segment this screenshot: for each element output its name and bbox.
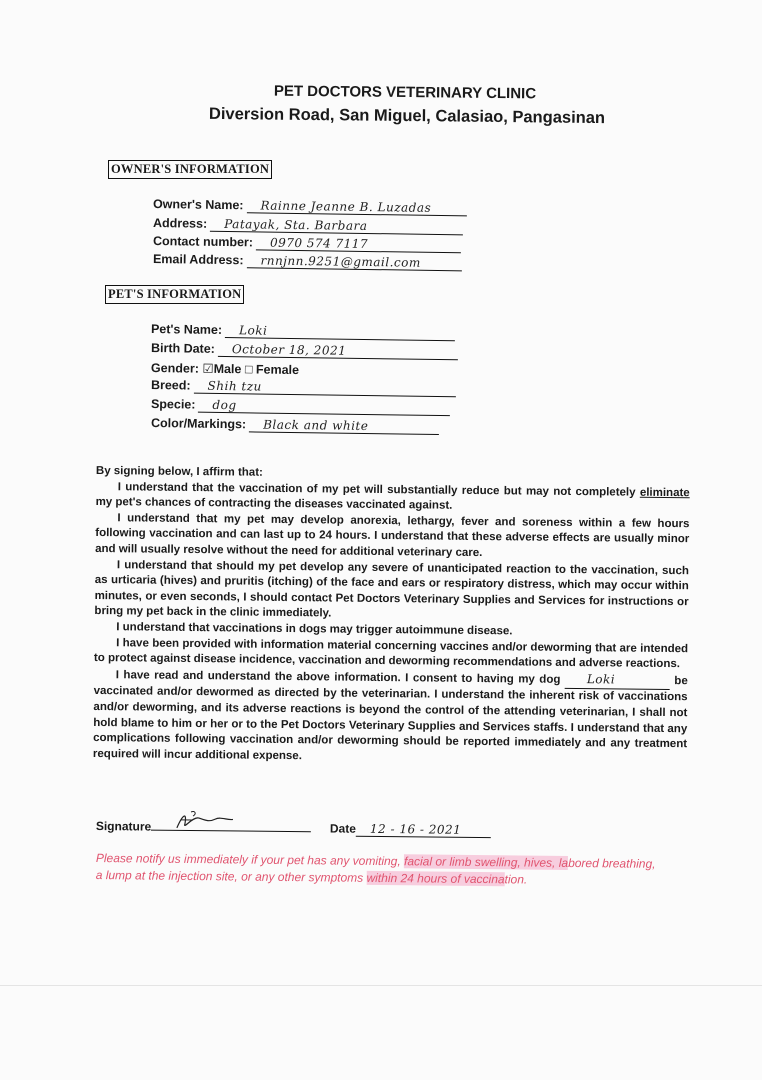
owner-email-value: rnnjnn.9251@gmail.com	[260, 253, 421, 270]
owner-address-row	[153, 216, 463, 235]
pet-color-value: Black and white	[263, 417, 369, 434]
pet-section-title: PET'S INFORMATION	[105, 285, 244, 304]
pet-gender-row	[151, 360, 299, 377]
owner-address-field[interactable]	[210, 217, 463, 236]
owner-email-field[interactable]	[246, 253, 461, 271]
pet-gender-label: Gender:	[150, 361, 200, 376]
pet-birth-value: October 18, 2021	[231, 342, 347, 358]
consent-paragraph-5: I have been provided with information material concerning vaccines and/or deworming that are intended to protect against disease incidence, vaccination and deworming recommendations and adverse reactions.	[93, 636, 689, 671]
date-value: 12 - 16 - 2021	[369, 821, 462, 837]
pet-name-field[interactable]	[225, 323, 455, 341]
consent-p1-text-b: my pet's chances of contracting the diseases vaccinated against.	[95, 496, 453, 512]
notice-text-c: tion.	[504, 872, 528, 887]
pet-specie-field[interactable]	[198, 398, 450, 417]
owner-address-label: Address:	[152, 216, 208, 231]
pet-name-value: Loki	[238, 323, 268, 338]
notice-highlight-1: facial or limb swelling, hives, la	[403, 854, 569, 870]
scan-edge-divider	[0, 985, 762, 986]
pet-color-field[interactable]	[249, 417, 439, 435]
pet-breed-row	[151, 378, 456, 397]
consent-statement	[93, 464, 690, 768]
pet-name-row	[151, 322, 455, 341]
owner-name-value: Rainne Jeanne B. Luzadas	[260, 198, 432, 215]
consent-p6-text-a: I have read and understand the above information. I consent to having my dog	[115, 668, 565, 686]
dog-name-value: Loki	[586, 671, 616, 687]
consent-paragraph-4: I understand that vaccinations in dogs may trigger autoimmune disease.	[116, 621, 513, 638]
owner-email-row	[153, 252, 462, 271]
date-label: Date	[329, 821, 356, 836]
pet-name-label: Pet's Name:	[150, 322, 223, 337]
pet-breed-label: Breed:	[150, 378, 191, 393]
pet-color-row	[151, 416, 439, 435]
pet-birth-field[interactable]	[218, 342, 458, 360]
pet-specie-value: dog	[212, 397, 237, 413]
handwritten-signature-icon	[169, 810, 249, 833]
owner-name-field[interactable]	[246, 198, 466, 216]
consent-p1-underlined: eliminate	[639, 486, 690, 499]
pet-color-label: Color/Markings:	[150, 416, 247, 432]
owner-contact-value: 0970 574 7117	[269, 235, 369, 252]
owner-contact-row	[153, 234, 461, 253]
gender-female-checkbox[interactable]: □	[244, 362, 253, 377]
signature-row	[96, 815, 491, 838]
pet-breed-field[interactable]	[193, 379, 455, 398]
consent-paragraph-2: I understand that my pet may develop anorexia, lethargy, fever and soreness within a few hours following vaccination and can last up to 24 hours. I understand that these adverse effects are usually minor and will usually resolve without the need for additional veterinary care.	[95, 512, 690, 560]
consent-intro: By signing below, I affirm that:	[95, 464, 263, 479]
consent-paragraph-3: I understand that should my pet develop any severe of unanticipated reaction to the vaccination, such as urticaria (hives) and pruritis (itching) of the face and ears or respiratory distress, which may occur within minutes, or even seconds, I should contact Pet Doctors Veterinary Supplies and Services for instructions or bring my pet back in the clinic immediately.	[94, 558, 689, 620]
consent-p1-text-a: I understand that the vaccination of my pet will substantially reduce but may not completely	[117, 480, 640, 499]
notice-text-b: bored breathing, a lump at the injection site, or any other symptoms	[95, 855, 656, 885]
owner-section-title: OWNER'S INFORMATION	[108, 160, 272, 179]
date-field[interactable]	[356, 822, 491, 838]
owner-email-label: Email Address:	[152, 252, 244, 268]
clinic-address: Diversion Road, San Miguel, Calasiao, Pangasinan	[208, 104, 606, 128]
aftercare-notice	[96, 850, 656, 890]
gender-male-label: Male	[213, 361, 242, 377]
pet-birth-label: Birth Date:	[150, 341, 216, 356]
gender-female-label: Female	[255, 362, 300, 378]
notice-text-a: Please notify us immediately if your pet has any vomiting,	[95, 850, 405, 869]
clinic-name: PET DOCTORS VETERINARY CLINIC	[273, 82, 537, 103]
signature-field[interactable]	[151, 816, 311, 833]
owner-name-row	[153, 197, 467, 216]
pet-specie-row	[151, 397, 451, 416]
consent-p6-text-b: be vaccinated and/or dewormed as directed by the veterinarian. I understand the inherent risk of vaccinations and/or deworming, and its adverse reactions is beyond the control of the attending veterinarian, I shall not hold blame to him or her or to the Pet Doctors Veterinary Supplies and Services staffs. I understand that any complications following vaccination and/or deworming should be reported immediately and any treatment required will incur additional expense.	[92, 674, 688, 762]
pet-specie-label: Specie:	[150, 397, 196, 412]
pet-breed-value: Shih tzu	[207, 378, 262, 394]
owner-address-value: Patayak, Sta. Barbara	[224, 216, 368, 233]
dog-name-field[interactable]	[565, 672, 670, 691]
owner-name-label: Owner's Name:	[152, 197, 244, 213]
pet-birth-row	[151, 341, 458, 360]
notice-highlight-2: within 24 hours of vaccina	[366, 870, 505, 887]
consent-paragraph-6	[93, 667, 688, 769]
owner-contact-label: Contact number:	[152, 234, 254, 250]
owner-contact-field[interactable]	[256, 235, 461, 253]
signature-label: Signature	[95, 818, 152, 834]
gender-male-checkbox[interactable]: ☑	[202, 361, 214, 376]
